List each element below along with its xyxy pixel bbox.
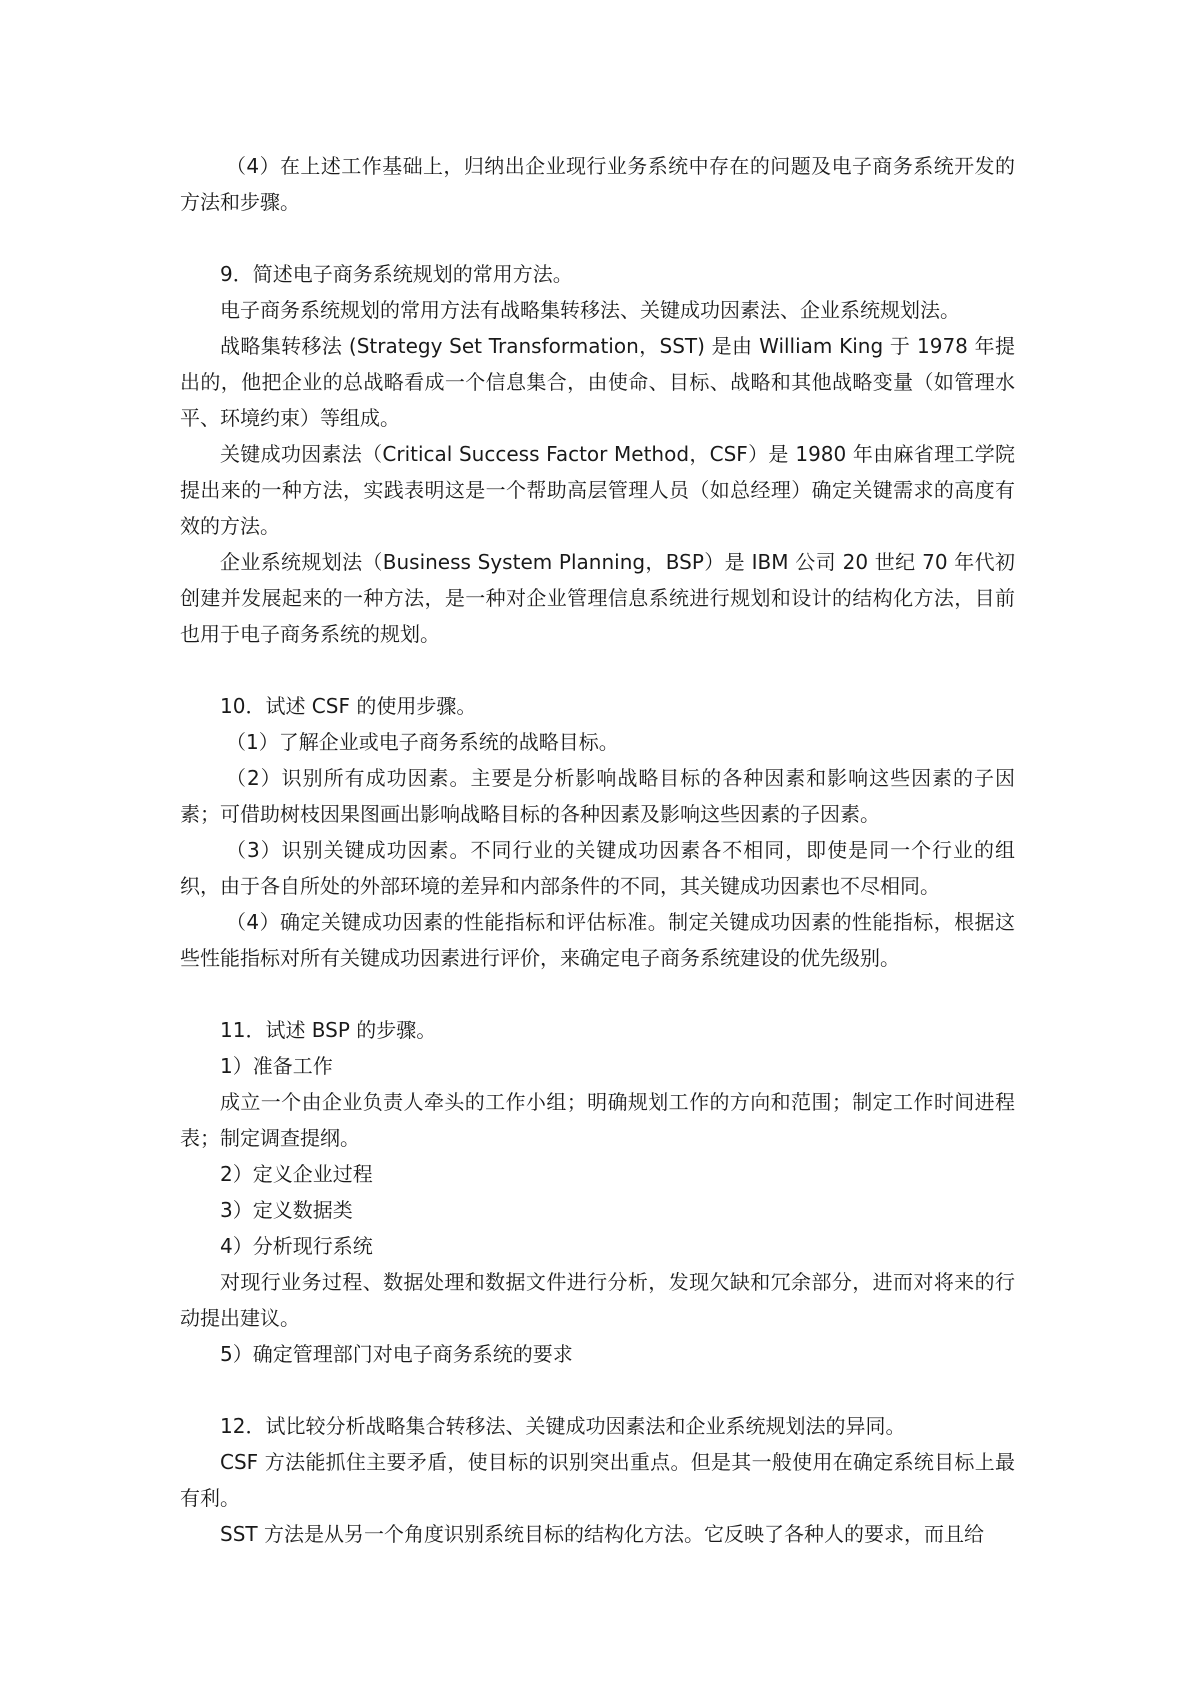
list-item: 1）准备工作 (220, 1054, 333, 1078)
paragraph: （4）在上述工作基础上，归纳出企业现行业务系统中存在的问题及电子商务系统开发的方法和步骤。 (180, 154, 1015, 214)
paragraph: 企业系统规划法（Business System Planning，BSP）是 IBM 公司 20 世纪 70 年代初创建并发展起来的一种方法，是一种对企业管理信息系统进行规划和设计的结构化方法，目前也用于电子商务系统的规划。 (180, 550, 1015, 646)
list-item: 5）确定管理部门对电子商务系统的要求 (220, 1342, 573, 1366)
paragraph: 成立一个由企业负责人牵头的工作小组；明确规划工作的方向和范围；制定工作时间进程表；制定调查提纲。 (180, 1090, 1015, 1150)
list-item: （1）了解企业或电子商务系统的战略目标。 (226, 730, 619, 754)
list-item: 4）分析现行系统 (220, 1234, 373, 1258)
list-item: （4）确定关键成功因素的性能指标和评估标准。制定关键成功因素的性能指标，根据这些性能指标对所有关键成功因素进行评价，来确定电子商务系统建设的优先级别。 (180, 910, 1015, 970)
question-heading: 12．试比较分析战略集合转移法、关键成功因素法和企业系统规划法的异同。 (220, 1414, 906, 1438)
list-item: 2）定义企业过程 (220, 1162, 373, 1186)
paragraph: 战略集转移法 (Strategy Set Transformation，SST) 是由 William King 于 1978 年提出的，他把企业的总战略看成一个信息集合，由使命、目标、战略和其他战略变量（如管理水平、环境约束）等组成。 (180, 334, 1015, 430)
list-item: 3）定义数据类 (220, 1198, 353, 1222)
paragraph: 电子商务系统规划的常用方法有战略集转移法、关键成功因素法、企业系统规划法。 (220, 298, 960, 322)
paragraph: SST 方法是从另一个角度识别系统目标的结构化方法。它反映了各种人的要求，而且给 (220, 1522, 984, 1546)
document-body (180, 148, 1015, 1552)
paragraph: 关键成功因素法（Critical Success Factor Method，CSF）是 1980 年由麻省理工学院提出来的一种方法，实践表明这是一个帮助高层管理人员（如总经理）确定关键需求的高度有效的方法。 (180, 442, 1015, 538)
question-heading: 11．试述 BSP 的步骤。 (220, 1018, 437, 1042)
paragraph: CSF 方法能抓住主要矛盾，使目标的识别突出重点。但是其一般使用在确定系统目标上最有利。 (180, 1450, 1015, 1510)
question-heading: 10．试述 CSF 的使用步骤。 (220, 694, 477, 718)
list-item: （3）识别关键成功因素。不同行业的关键成功因素各不相同，即使是同一个行业的组织，由于各自所处的外部环境的差异和内部条件的不同，其关键成功因素也不尽相同。 (180, 838, 1015, 898)
question-heading: 9．简述电子商务系统规划的常用方法。 (220, 262, 573, 286)
list-item: （2）识别所有成功因素。主要是分析影响战略目标的各种因素和影响这些因素的子因素；可借助树枝因果图画出影响战略目标的各种因素及影响这些因素的子因素。 (180, 766, 1015, 826)
paragraph: 对现行业务过程、数据处理和数据文件进行分析，发现欠缺和冗余部分，进而对将来的行动提出建议。 (180, 1270, 1015, 1330)
